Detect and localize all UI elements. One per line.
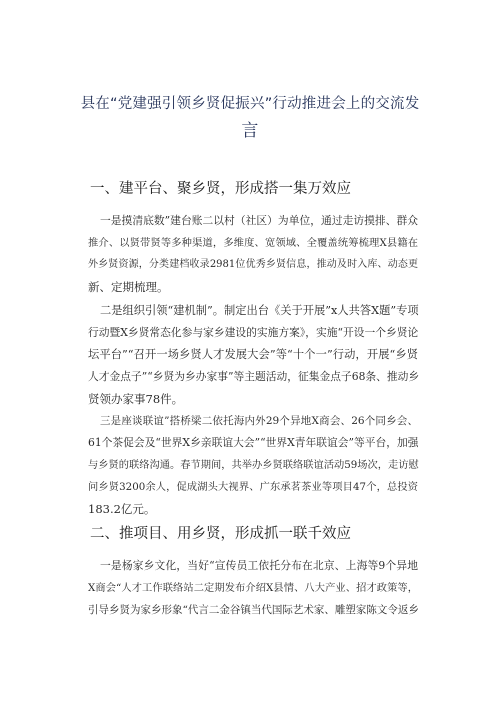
- paragraph-line: X商会“人才工作联络站二定期发布介绍X县情、八大产业、招才政策等，: [88, 582, 418, 594]
- paragraph-line: 61个茶促会及“世界X乡亲联谊大会”“世界X青年联谊会”等平台，加强: [88, 436, 419, 449]
- paragraph-line: 人才金点子”“乡贤为乡办家事”等主题活动，征集金点子68条、推动乡: [88, 370, 420, 383]
- paragraph-line: 坛平台”“召开一场乡贤人才发展大会”等“十个一”行动，开展“乡贤: [88, 348, 418, 361]
- paragraph-line: 一是杨家乡文化，当好“宣传员工依托分布在北京、上海等9个异地: [100, 559, 418, 572]
- section-heading: 二、推项目、用乡贤，形成抓一联千效应: [90, 526, 351, 542]
- paragraph-line: 新、定期梳理。: [88, 280, 169, 294]
- paragraph-line: 贤领办家事78件。: [88, 392, 184, 406]
- paragraph-line: 行动暨X乡贤常态化参与家乡建设的实施方案》，实施“开设一个乡贤论: [88, 326, 419, 339]
- paragraph-line: 外乡贤资源，分类建档收录2981位优秀乡贤信息，推动及时入库、动态更: [88, 259, 418, 270]
- paragraph-line: 二是组织引领“建机制”。制定出台《关于开展”x人共答X题”专项: [100, 304, 419, 317]
- paragraph-line: 三是座谈联谊”搭桥梁二依托海内外29个异地X商会、26个同乡会、: [100, 415, 418, 427]
- paragraph-line: 推介、以贤带贤等多种渠道，多维度、宽领域、全覆盖统筹梳理X县籍在: [88, 237, 418, 249]
- title-line: 县在“党建强引领乡贤促振兴”行动推进会上的交流发: [80, 96, 420, 112]
- paragraph: [88, 300, 418, 410]
- paragraph-line: 183.2亿元。: [88, 502, 156, 516]
- title-line: 言: [241, 121, 259, 141]
- paragraph-line: 与乡贤的联络沟通。春节期间，共举办乡贤联络联谊活动59场次，走访慰: [88, 459, 419, 471]
- paragraph-line: 问乡贤3200余人，促成湖头大视界、广东承茗茶业等项目47个，总投资: [88, 481, 418, 493]
- document-title: [80, 91, 420, 145]
- paragraph: [88, 210, 418, 298]
- paragraph-line: 引导乡贤为家乡形象“代言二金谷镇当代国际艺术家、雕塑家陈文令返乡: [88, 604, 419, 616]
- paragraph: [88, 555, 418, 621]
- paragraph: [88, 410, 418, 520]
- section-heading: 一、建平台、聚乡贤，形成搭一集万效应: [90, 181, 351, 197]
- paragraph-line: 一是摸清底数”建台账二以村（社区）为单位，通过走访摸排、群众: [100, 214, 418, 227]
